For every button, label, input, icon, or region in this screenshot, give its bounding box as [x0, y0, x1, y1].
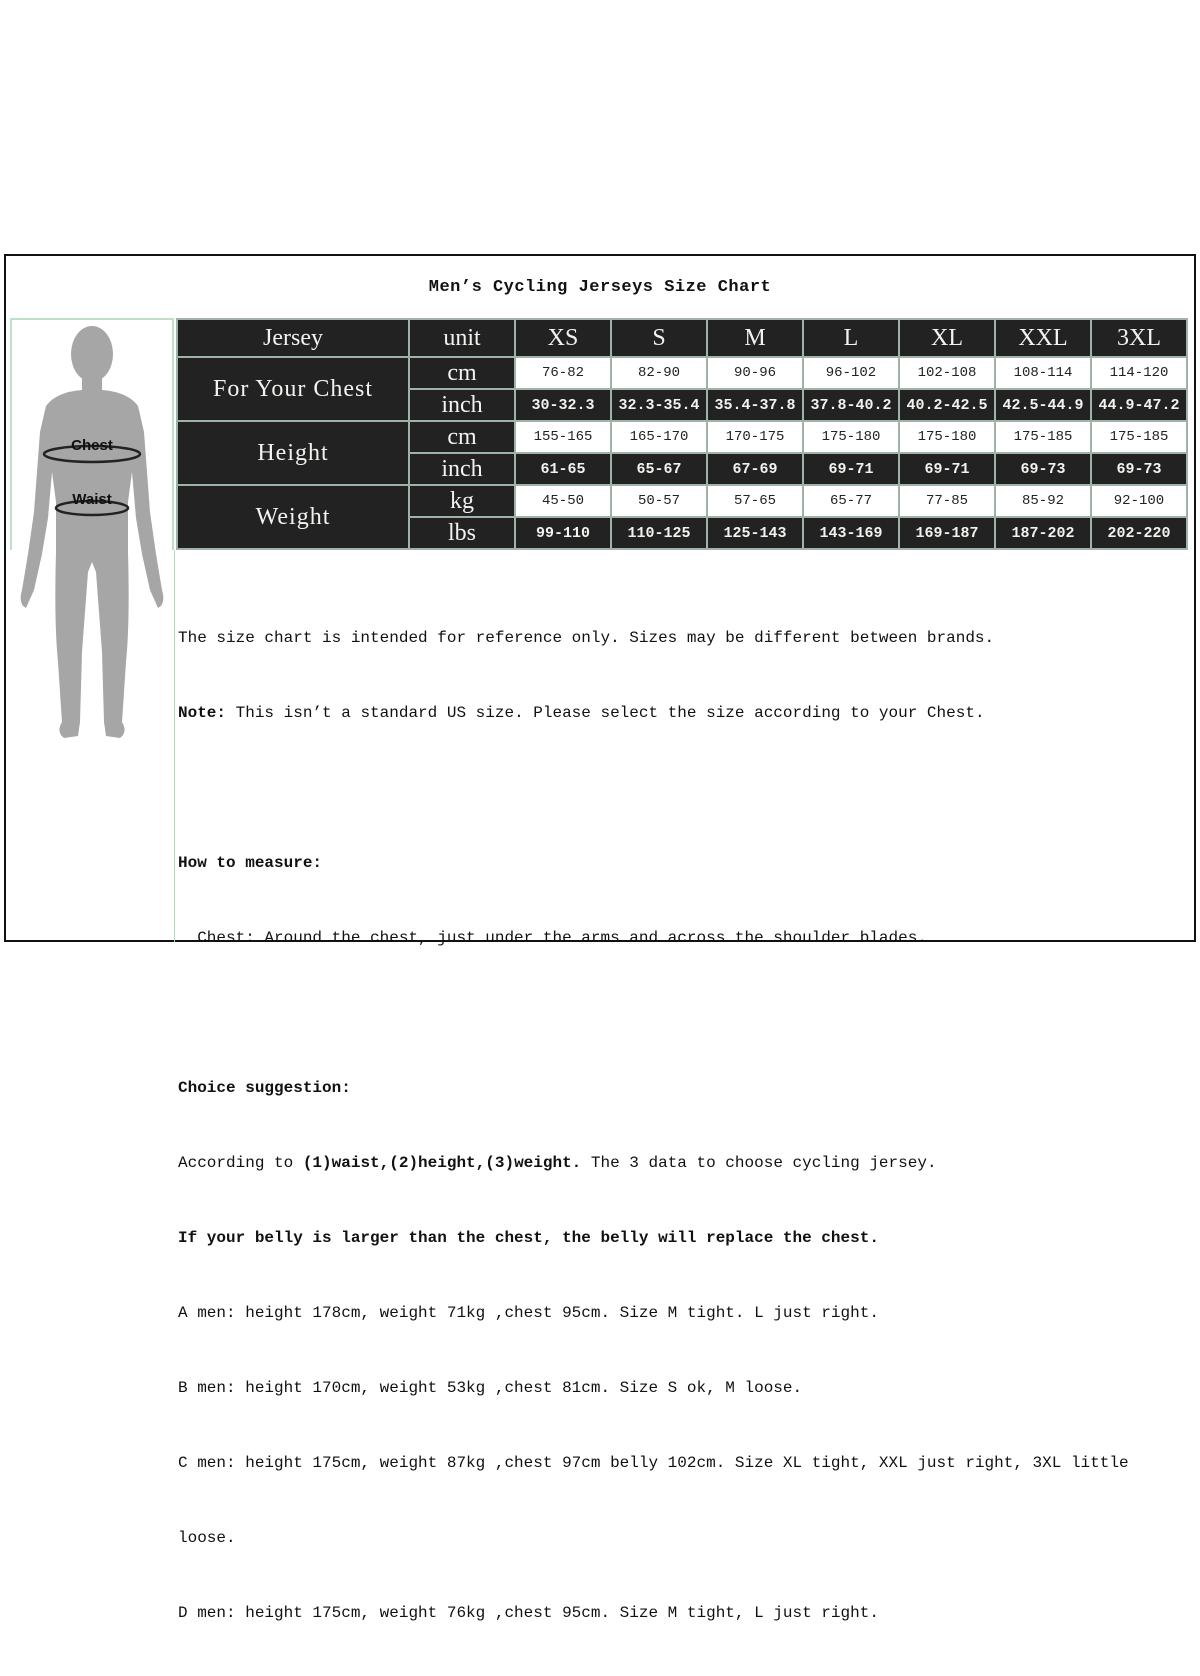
value-cell: 77-85	[899, 485, 995, 517]
value-cell: 85-92	[995, 485, 1091, 517]
value-cell: 44.9-47.2	[1091, 389, 1187, 421]
header-size-l: L	[803, 319, 899, 357]
value-cell: 42.5-44.9	[995, 389, 1091, 421]
notes-section	[178, 576, 1129, 1676]
row-label-weight: Weight	[177, 485, 409, 549]
value-cell: 65-77	[803, 485, 899, 517]
example-d: D men: height 175cm, weight 76kg ,chest 95cm. Size M tight, L just right.	[178, 1604, 879, 1622]
example-a: A men: height 178cm, weight 71kg ,chest 95cm. Size M tight. L just right.	[178, 1304, 879, 1322]
value-cell: 99-110	[515, 517, 611, 549]
measure-chest: Chest: Around the chest, just under the arms and across the shoulder blades.	[178, 929, 927, 947]
header-unit: unit	[409, 319, 515, 357]
chart-title: Men’s Cycling Jerseys Size Chart	[428, 278, 772, 297]
value-cell: 169-187	[899, 517, 995, 549]
unit-cell: kg	[409, 485, 515, 517]
value-cell: 40.2-42.5	[899, 389, 995, 421]
value-cell: 65-67	[611, 453, 707, 485]
unit-cell: inch	[409, 389, 515, 421]
value-cell: 69-73	[1091, 453, 1187, 485]
value-cell: 175-185	[995, 421, 1091, 453]
value-cell: 76-82	[515, 357, 611, 389]
value-cell: 90-96	[707, 357, 803, 389]
header-size-m: M	[707, 319, 803, 357]
belly-rule: If your belly is larger than the chest, the belly will replace the chest.	[178, 1229, 879, 1247]
table-row	[177, 485, 1187, 517]
row-label-chest: For Your Chest	[177, 357, 409, 421]
value-cell: 57-65	[707, 485, 803, 517]
value-cell: 102-108	[899, 357, 995, 389]
value-cell: 61-65	[515, 453, 611, 485]
value-cell: 108-114	[995, 357, 1091, 389]
value-cell: 125-143	[707, 517, 803, 549]
value-cell: 69-71	[899, 453, 995, 485]
size-chart-frame	[4, 254, 1196, 1622]
row-label-height: Height	[177, 421, 409, 485]
value-cell: 114-120	[1091, 357, 1187, 389]
header-jersey: Jersey	[177, 319, 409, 357]
header-size-xl: XL	[899, 319, 995, 357]
value-cell: 82-90	[611, 357, 707, 389]
table-header-row	[177, 319, 1187, 357]
example-c-cont: loose.	[178, 1529, 236, 1547]
waist-label: Waist	[72, 491, 112, 508]
value-cell: 30-32.3	[515, 389, 611, 421]
value-cell: 69-73	[995, 453, 1091, 485]
example-b: B men: height 170cm, weight 53kg ,chest 81cm. Size S ok, M loose.	[178, 1379, 803, 1397]
chest-label: Chest	[71, 437, 113, 454]
value-cell: 155-165	[515, 421, 611, 453]
value-cell: 32.3-35.4	[611, 389, 707, 421]
choice-heading: Choice suggestion:	[178, 1079, 351, 1097]
value-cell: 50-57	[611, 485, 707, 517]
value-cell: 165-170	[611, 421, 707, 453]
human-body-figure-icon	[16, 322, 176, 752]
value-cell: 92-100	[1091, 485, 1187, 517]
value-cell: 96-102	[803, 357, 899, 389]
us-size-note	[178, 701, 1129, 726]
according-line: According to (1)waist,(2)height,(3)weight. The 3 data to choose cycling jersey.	[178, 1154, 937, 1172]
measure-heading: How to measure:	[178, 854, 323, 872]
note-text: This isn’t a standard US size. Please select the size according to your Chest.	[226, 704, 985, 722]
value-cell: 37.8-40.2	[803, 389, 899, 421]
table-row	[177, 357, 1187, 389]
unit-cell: cm	[409, 357, 515, 389]
note-label: Note:	[178, 704, 227, 722]
value-cell: 35.4-37.8	[707, 389, 803, 421]
example-c: C men: height 175cm, weight 87kg ,chest 97cm belly 102cm. Size XL tight, XXL just right, 3XL little	[178, 1454, 1129, 1472]
header-size-xs: XS	[515, 319, 611, 357]
value-cell: 110-125	[611, 517, 707, 549]
value-cell: 67-69	[707, 453, 803, 485]
size-table	[176, 318, 1188, 550]
value-cell: 45-50	[515, 485, 611, 517]
value-cell: 202-220	[1091, 517, 1187, 549]
unit-cell: inch	[409, 453, 515, 485]
value-cell: 143-169	[803, 517, 899, 549]
value-cell: 170-175	[707, 421, 803, 453]
table-row	[177, 421, 1187, 453]
value-cell: 187-202	[995, 517, 1091, 549]
value-cell: 69-71	[803, 453, 899, 485]
reference-note: The size chart is intended for reference only. Sizes may be different between brands.	[178, 629, 995, 647]
value-cell: 175-185	[1091, 421, 1187, 453]
header-size-s: S	[611, 319, 707, 357]
value-cell: 175-180	[803, 421, 899, 453]
value-cell: 175-180	[899, 421, 995, 453]
unit-cell: cm	[409, 421, 515, 453]
unit-cell: lbs	[409, 517, 515, 549]
header-size-3xl: 3XL	[1091, 319, 1187, 357]
header-size-xxl: XXL	[995, 319, 1091, 357]
